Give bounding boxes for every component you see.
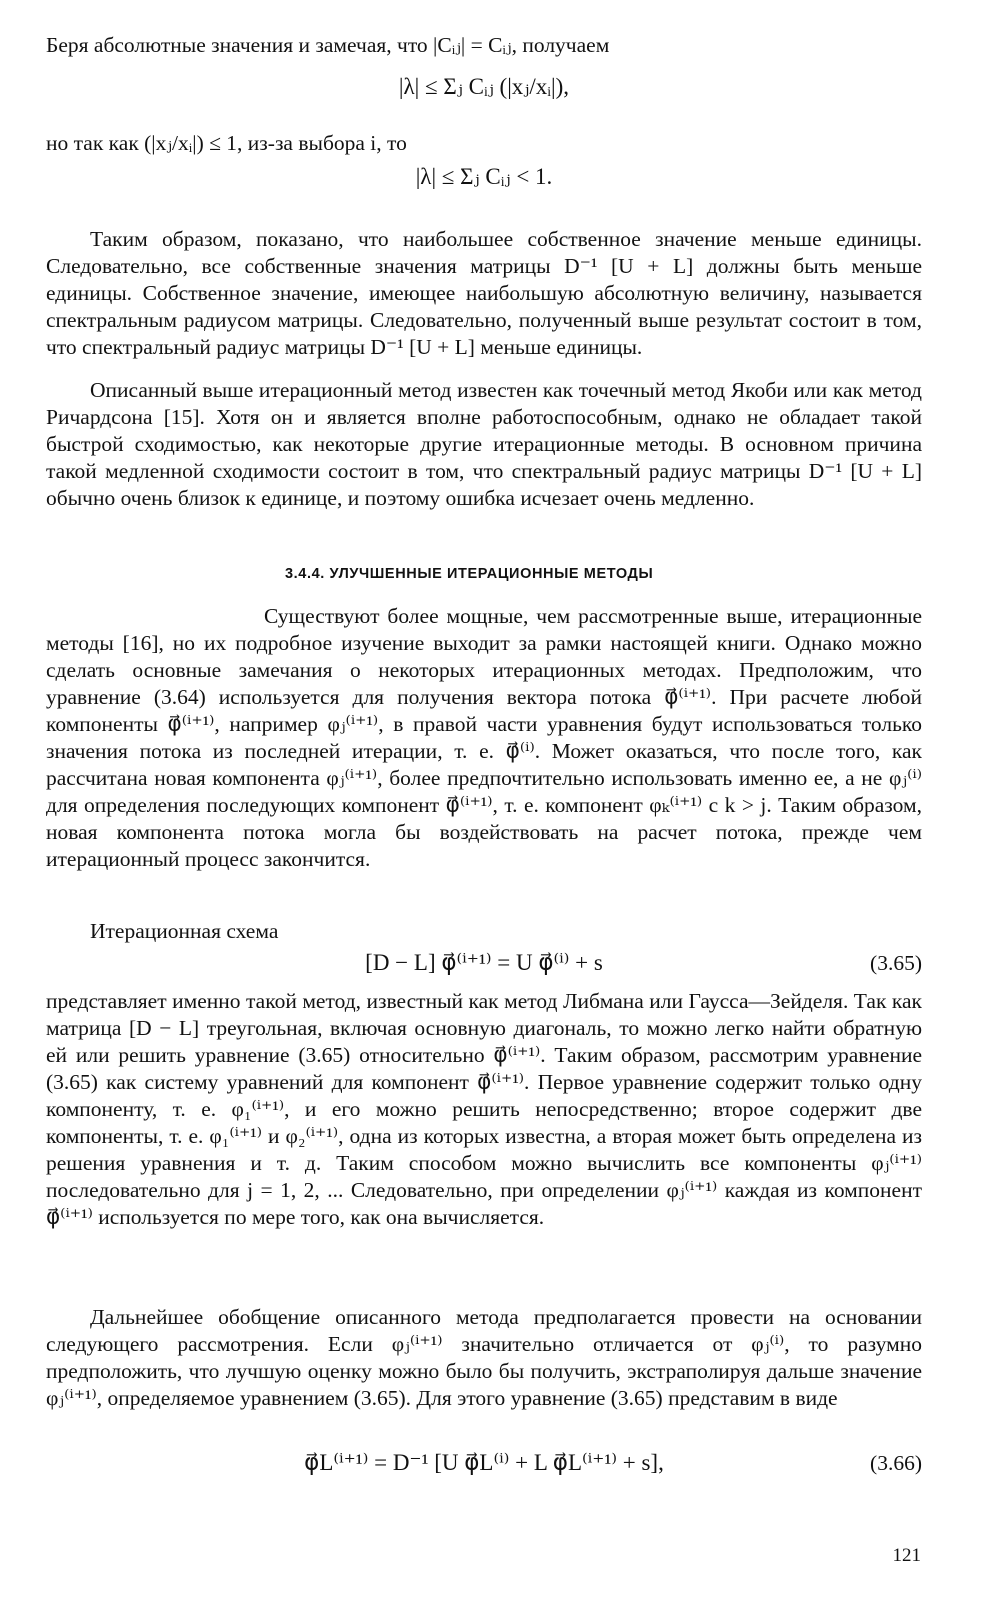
paragraph-jacobi-method: Описанный выше итерационный метод известен как точечный метод Якоби или как метод Ричардсона [15]. Хотя он и является вполне работоспособным, однако не обладает такой быстрой сходимостью, как некоторые другие итерационные методы. В основном причина такой медленной сходимости состоит в том, что спектральный радиус матрицы D⁻¹ [U + L] обычно очень близок к единице, и поэтому ошибка исчезает очень медленно. [46, 378, 922, 510]
paragraph-condition: но так как (|xⱼ/xᵢ|) ≤ 1, из-за выбора i, то [46, 131, 407, 155]
equation-3-66-number: (3.66) [870, 1451, 922, 1475]
equation-lambda-less-one: |λ| ≤ Σⱼ Cᵢⱼ < 1. [415, 164, 553, 189]
equation-3-65 [46, 948, 922, 978]
paragraph-extrapolation: Дальнейшее обобщение описанного метода предполагается провести на основании следующего рассмотрения. Если φⱼ⁽ⁱ⁺¹⁾ значительно отличается от φⱼ⁽ⁱ⁾, то разумно предположить, что лучшую оценку можно было бы получить, экстраполируя дальше значение φⱼ⁽ⁱ⁺¹⁾, определяемое уравнением (3.65). Для этого уравнение (3.65) представим в виде [46, 1305, 922, 1410]
equation-3-65-body: [D − L] φ⃗⁽ⁱ⁺¹⁾ = U φ⃗⁽ⁱ⁾ + s [365, 950, 603, 975]
equation-3-65-number: (3.65) [870, 951, 922, 975]
page-number: 121 [892, 1545, 921, 1566]
paragraph-improved-methods: Существуют более мощные, чем рассмотренные выше, итерационные методы [16], но их подробное изучение выходит за рамки настоящей книги. Однако можно сделать основные замечания о некоторых итерационных методах. Предположим, что уравнение (3.64) используется для получения вектора потока φ⃗⁽ⁱ⁺¹⁾. При расчете любой компоненты φ⃗⁽ⁱ⁺¹⁾, например φⱼ⁽ⁱ⁺¹⁾, в правой части уравнения будут использоваться только значения потока из последней итерации, т. е. φ⃗⁽ⁱ⁾. Может оказаться, что после того, как рассчитана новая компонента φⱼ⁽ⁱ⁺¹⁾, более предпочтительно использовать именно ее, а не φⱼ⁽ⁱ⁾ для определения последующих компонент φ⃗⁽ⁱ⁺¹⁾, т. е. компонент φₖ⁽ⁱ⁺¹⁾ с k > j. Таким образом, новая компонента потока могла бы воздействовать на расчет потока, прежде чем итерационный процесс закончится. [46, 604, 922, 871]
equation-3-66 [46, 1448, 922, 1478]
equation-lambda-bound: |λ| ≤ Σⱼ Cᵢⱼ (|xⱼ/xᵢ|), [398, 74, 570, 99]
paragraph-gauss-seidel: представляет именно такой метод, известный как метод Либмана или Гаусса—Зейделя. Так как матрица [D − L] треугольная, включая основную диагональ, то можно легко найти обратную ей или решить уравнение (3.65) относительно φ⃗⁽ⁱ⁺¹⁾. Таким образом, рассмотрим уравнение (3.65) как систему уравнений для компонент φ⃗⁽ⁱ⁺¹⁾. Первое уравнение содержит только одну компоненту, т. е. φ₁⁽ⁱ⁺¹⁾, и его можно решить непосредственно; второе содержит две компоненты, т. е. φ₁⁽ⁱ⁺¹⁾ и φ₂⁽ⁱ⁺¹⁾, одна из которых известна, а вторая может быть определена из решения уравнения и т. д. Таким способом можно вычислить все компоненты φⱼ⁽ⁱ⁺¹⁾ последовательно для j = 1, 2, ... Следовательно, при определении φⱼ⁽ⁱ⁺¹⁾ каждая из компонент φ⃗⁽ⁱ⁺¹⁾ используется по мере того, как она вычисляется. [46, 989, 922, 1229]
paragraph-spectral-radius: Таким образом, показано, что наибольшее собственное значение меньше единицы. Следовательно, все собственные значения матрицы D⁻¹ [U + L] должны быть меньше единицы. Собственное значение, имеющее наибольшую абсолютную величину, называется спектральным радиусом матрицы. Следовательно, полученный выше результат состоит в том, что спектральный радиус матрицы D⁻¹ [U + L] меньше единицы. [46, 227, 922, 359]
paragraph-intro: Беря абсолютные значения и замечая, что |Cᵢⱼ| = Cᵢⱼ, получаем [46, 33, 610, 57]
section-heading: 3.4.4. УЛУЧШЕННЫЕ ИТЕРАЦИОННЫЕ МЕТОДЫ [285, 566, 654, 582]
equation-3-66-body: φ⃗L⁽ⁱ⁺¹⁾ = D⁻¹ [U φ⃗L⁽ⁱ⁾ + L φ⃗L⁽ⁱ⁺¹⁾ + s], [304, 1450, 664, 1475]
paragraph-iteration-scheme: Итерационная схема [90, 919, 279, 943]
